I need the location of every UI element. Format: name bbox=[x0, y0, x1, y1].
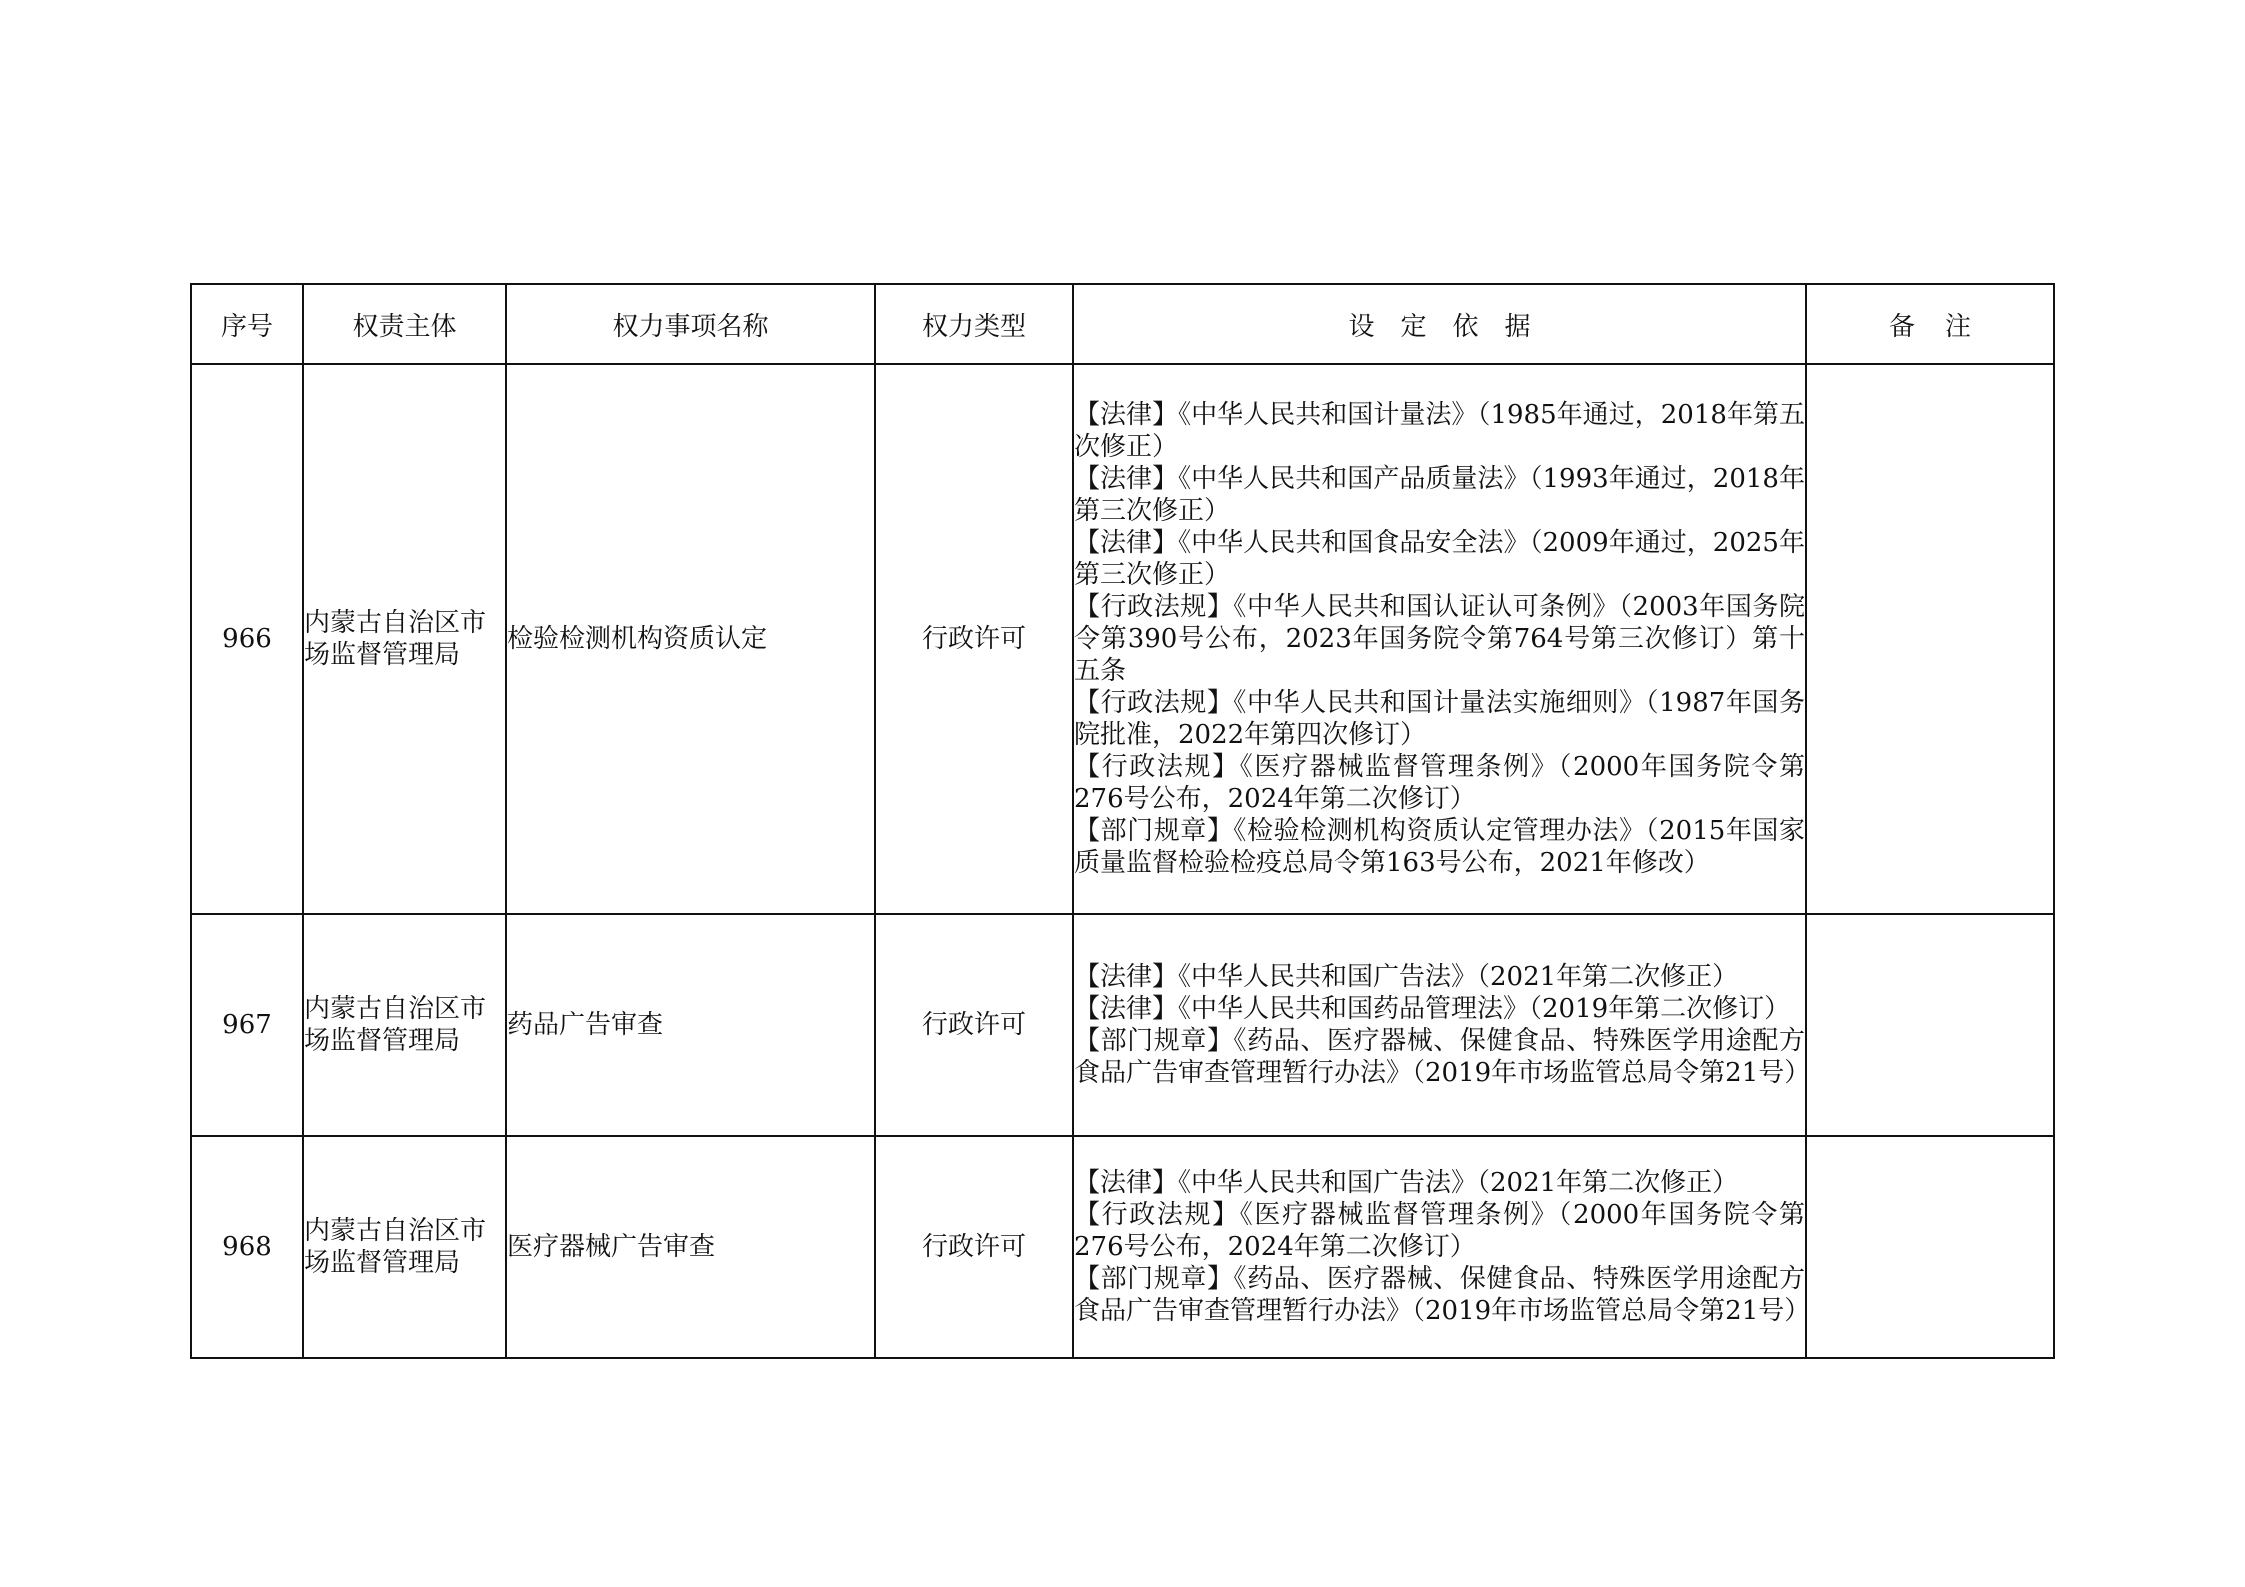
row-name: 医疗器械广告审查 bbox=[506, 1136, 875, 1358]
row-name: 药品广告审查 bbox=[506, 914, 875, 1136]
table-row bbox=[191, 1136, 2054, 1358]
header-remark: 备注 bbox=[1806, 284, 2054, 364]
row-subject: 内蒙古自治区市场监督管理局 bbox=[303, 364, 506, 914]
header-subject: 权责主体 bbox=[303, 284, 506, 364]
power-list-table bbox=[190, 283, 2055, 1359]
header-basis: 设定依据 bbox=[1073, 284, 1806, 364]
basis-item: 【法律】《中华人民共和国广告法》（2021年第二次修正） bbox=[1074, 1168, 1739, 1198]
row-basis bbox=[1073, 914, 1811, 1136]
row-seq: 967 bbox=[191, 914, 303, 1136]
basis-item: 【法律】《中华人民共和国食品安全法》（2009年通过，2025年第三次修正） bbox=[1074, 528, 1805, 590]
basis-item: 【部门规章】《检验检测机构资质认定管理办法》（2015年国家质量监督检验检疫总局令第163号公布，2021年修改） bbox=[1074, 816, 1805, 878]
header-seq: 序号 bbox=[191, 284, 303, 364]
basis-item: 【行政法规】《中华人民共和国计量法实施细则》（1987年国务院批准，2022年第四次修订） bbox=[1074, 688, 1805, 750]
row-type: 行政许可 bbox=[875, 914, 1073, 1136]
row-remark bbox=[1806, 1136, 2054, 1358]
basis-item: 【法律】《中华人民共和国药品管理法》（2019年第二次修订） bbox=[1074, 994, 1791, 1024]
row-remark bbox=[1806, 364, 2054, 914]
row-type: 行政许可 bbox=[875, 364, 1073, 914]
row-subject: 内蒙古自治区市场监督管理局 bbox=[303, 914, 506, 1136]
basis-item: 【部门规章】《药品、医疗器械、保健食品、特殊医学用途配方食品广告审查管理暂行办法》（2019年市场监管总局令第21号） bbox=[1074, 1264, 1811, 1326]
row-seq: 966 bbox=[191, 364, 303, 914]
basis-item: 【法律】《中华人民共和国产品质量法》（1993年通过，2018年第三次修正） bbox=[1074, 464, 1805, 526]
row-basis bbox=[1073, 364, 1806, 914]
row-remark bbox=[1806, 914, 2054, 1136]
header-name: 权力事项名称 bbox=[506, 284, 875, 364]
table-row bbox=[191, 364, 2054, 914]
row-basis bbox=[1073, 1136, 1811, 1358]
row-name: 检验检测机构资质认定 bbox=[506, 364, 875, 914]
basis-item: 【法律】《中华人民共和国计量法》（1985年通过，2018年第五次修正） bbox=[1074, 400, 1805, 462]
basis-item: 【法律】《中华人民共和国广告法》（2021年第二次修正） bbox=[1074, 962, 1739, 992]
basis-item: 【行政法规】《医疗器械监督管理条例》（2000年国务院令第276号公布，2024年第二次修订） bbox=[1074, 752, 1805, 814]
basis-item: 【行政法规】《中华人民共和国认证认可条例》（2003年国务院令第390号公布，2023年国务院令第764号第三次修订）第十五条 bbox=[1074, 592, 1805, 686]
table-header-row bbox=[191, 284, 2054, 364]
basis-item: 【行政法规】《医疗器械监督管理条例》（2000年国务院令第276号公布，2024年第二次修订） bbox=[1074, 1200, 1805, 1262]
table-row bbox=[191, 914, 2054, 1136]
basis-item: 【部门规章】《药品、医疗器械、保健食品、特殊医学用途配方食品广告审查管理暂行办法》（2019年市场监管总局令第21号） bbox=[1074, 1026, 1811, 1088]
row-seq: 968 bbox=[191, 1136, 303, 1358]
row-type: 行政许可 bbox=[875, 1136, 1073, 1358]
header-type: 权力类型 bbox=[875, 284, 1073, 364]
row-subject: 内蒙古自治区市场监督管理局 bbox=[303, 1136, 506, 1358]
